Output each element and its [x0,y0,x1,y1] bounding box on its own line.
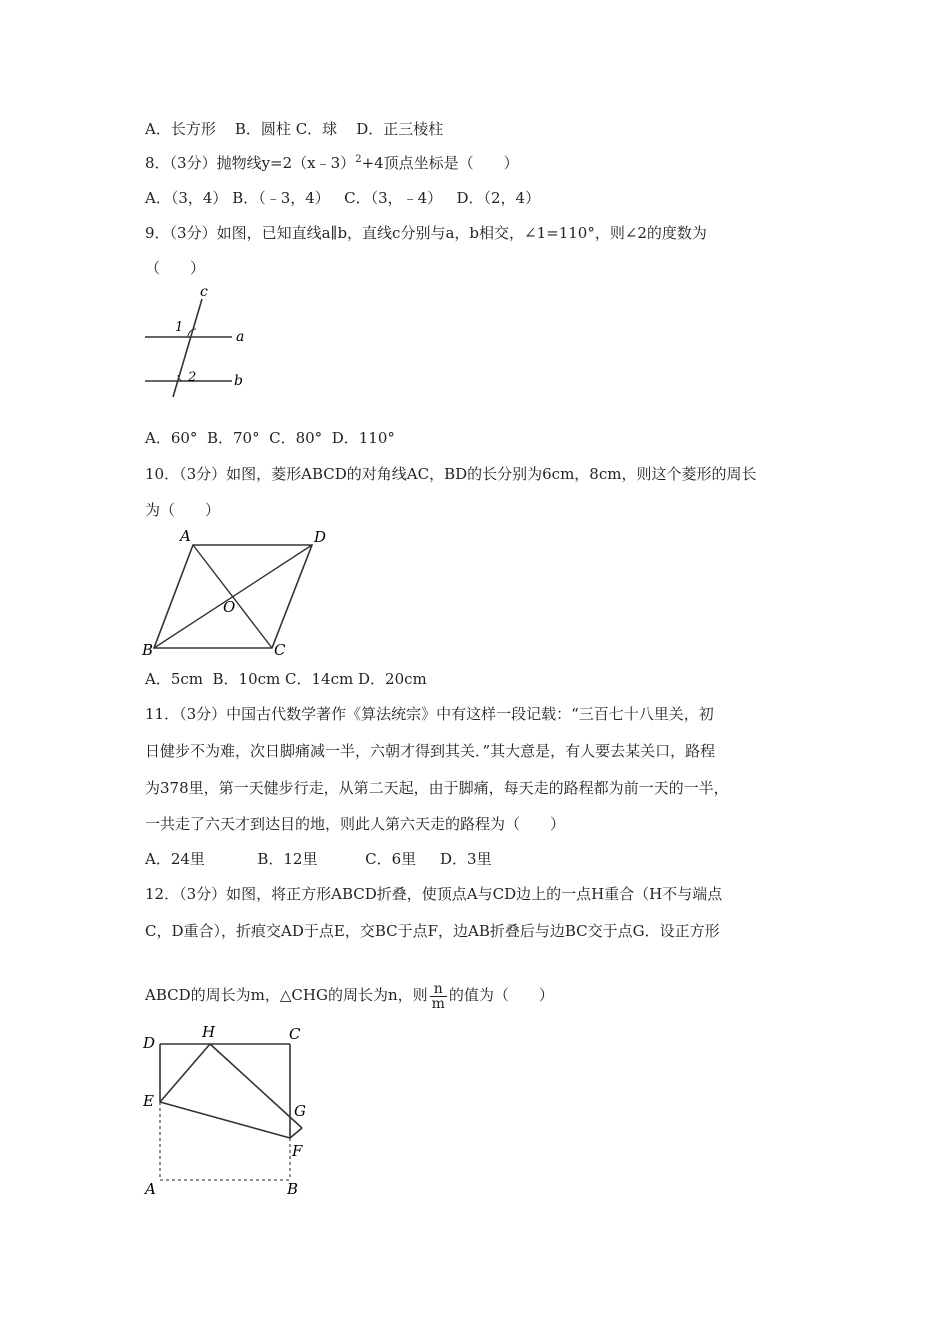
q10-label-c: C [274,641,286,659]
q10-figure [140,525,340,665]
q12-figure [140,1020,340,1205]
q12-fold-eh [160,1044,210,1102]
q9-label-1: 1 [175,320,184,335]
q12-label-h: H [202,1023,216,1041]
q12-stem-line3 [145,978,554,1012]
q11-stem-line2: 日健步不为难，次日脚痛减一半，六朝才得到其关．”其大意是，有人要去某关口，路程 [145,742,716,760]
q12-stem-line2: C，D重合），折痕交AD于点E，交BC于点F，边AB折叠后与边BC交于点G．设正方形 [145,922,720,940]
q12-fraction [430,982,447,1011]
q12-label-f: F [292,1142,303,1160]
q10-label-a: A [180,527,191,545]
q9-options: A．60° B．70° C．80° D．110° [145,429,395,447]
q12-fraction-numerator: n [430,982,447,997]
q7-options: A．长方形 B．圆柱 C．球 D．正三棱柱 [145,120,444,138]
q9-label-a: a [236,329,245,345]
q11-stem-line4: 一共走了六天才到达目的地，则此人第六天走的路程为（ ） [145,815,566,833]
q10-stem-line2: 为（ ） [145,501,221,519]
q12-fold-hg [210,1044,302,1128]
q9-figure [140,285,260,405]
q12-stem-line3-part2: 的值为（ ） [448,986,554,1004]
q8-exponent: 2 [355,154,362,165]
q9-label-2: 2 [188,370,197,385]
q10-diagonal-bd [154,545,312,648]
q12-fold-gf [290,1128,302,1138]
q10-label-b: B [142,641,154,659]
q8-stem-part2: +4顶点坐标是（ ） [361,154,519,172]
q9-label-b: b [234,373,243,389]
q12-label-d: D [143,1034,156,1052]
q10-label-o: O [223,598,236,616]
q11-stem-line1: 11．（3分）中国古代数学著作《算法统宗》中有这样一段记载：“三百七十八里关，初 [145,705,714,723]
q8-stem-part1: 8．（3分）抛物线y=2（x﹣3） [145,154,356,172]
q12-label-b: B [287,1180,299,1198]
q8-options: A．（3，4） B．（﹣3，4） C．（3，﹣4） D．（2，4） [145,189,541,207]
q9-label-c: c [200,284,208,300]
q12-label-g: G [294,1102,306,1120]
q10-stem-line1: 10．（3分）如图，菱形ABCD的对角线AC，BD的长分别为6cm，8cm，则这个菱形的周长 [145,465,757,483]
q12-label-c: C [289,1025,301,1043]
q11-stem-line3: 为378里，第一天健步行走，从第二天起，由于脚痛，每天走的路程都为前一天的一半， [145,779,729,797]
q12-fraction-denominator: m [431,995,445,1012]
q12-label-e: E [143,1092,154,1110]
q9-stem-line1: 9．（3分）如图，已知直线a∥b，直线c分别与a，b相交，∠1=110°，则∠2的度数为 [145,224,707,242]
q10-label-d: D [314,528,327,546]
q10-options: A．5cm B．10cm C．14cm D．20cm [145,670,427,688]
q12-label-a: A [145,1180,156,1198]
q9-stem-line2: （ ） [145,259,206,277]
q12-stem-line3-part1: ABCD的周长为m，△CHG的周长为n，则 [145,986,428,1004]
q11-options: A．24里 B．12里 C．6里 D．3里 [145,850,492,868]
q12-stem-line1: 12．（3分）如图，将正方形ABCD折叠，使顶点A与CD边上的一点H重合（H不与端点 [145,885,723,903]
q8-stem [145,153,519,176]
q12-fold-ef [160,1102,290,1138]
